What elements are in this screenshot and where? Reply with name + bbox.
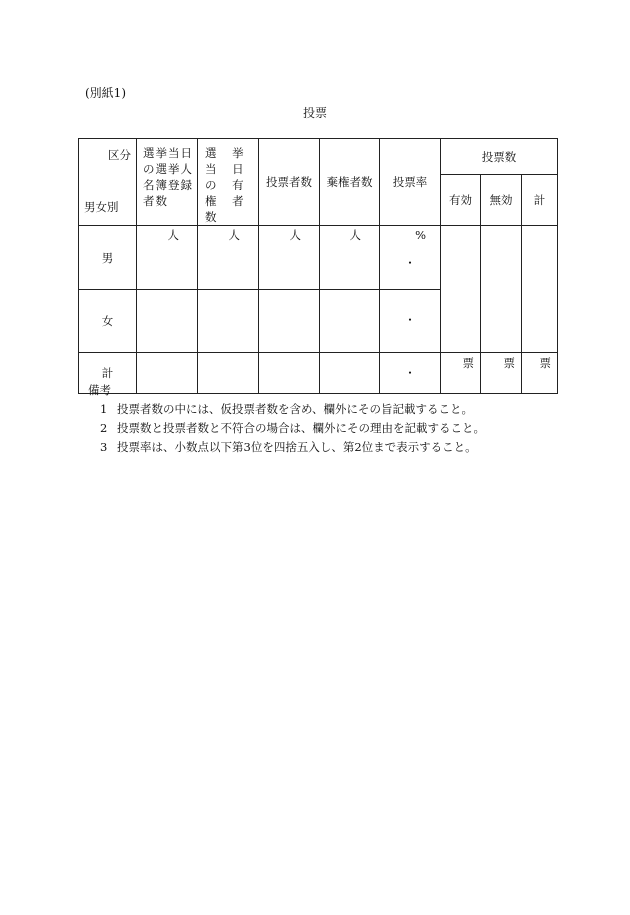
cell-eligible: [198, 226, 259, 290]
header-valid: 有効: [441, 175, 481, 226]
note-text: 投票率は、小数点以下第3位を四捨五入し、第2位まで表示すること。: [117, 440, 477, 454]
unit-person: 人: [349, 228, 361, 242]
unit-votes: 票: [462, 356, 474, 370]
table-row-male: [79, 226, 558, 290]
note-number: 3: [100, 440, 108, 454]
corner-label-category: 区分: [108, 148, 131, 162]
header-votes-total: 計: [522, 175, 558, 226]
note-item: [88, 400, 485, 419]
header-votes: 投票数: [441, 139, 558, 175]
note-item: [88, 438, 485, 457]
cell-abstainers: [320, 226, 380, 290]
header-abstainers: 棄権者数: [320, 139, 380, 226]
page-title: 投票: [302, 106, 327, 120]
voting-table: [78, 138, 558, 394]
cell-votes-total: [522, 353, 558, 394]
unit-votes: 票: [539, 356, 551, 370]
header-invalid: 無効: [481, 175, 522, 226]
cell-votes-total: [522, 226, 558, 353]
header-turnout: 投票率: [380, 139, 441, 226]
decimal-point: ・: [404, 256, 416, 270]
notes-heading: 備考: [88, 383, 111, 397]
cell-eligible: [198, 290, 259, 353]
note-text: 投票数と投票者数と不符合の場合は、欄外にその理由を記載すること。: [117, 421, 485, 435]
cell-abstainers: [320, 290, 380, 353]
unit-percent: %: [415, 228, 426, 242]
row-label-female: 女: [79, 290, 137, 353]
unit-person: 人: [167, 228, 179, 242]
cell-valid: [441, 226, 481, 353]
note-item: [88, 419, 485, 438]
corner-header-cell: [79, 139, 137, 226]
note-text: 投票者数の中には、仮投票者数を含め、欄外にその旨記載すること。: [117, 402, 474, 416]
cell-registered: [137, 226, 198, 290]
unit-person: 人: [228, 228, 240, 242]
cell-registered: [137, 290, 198, 353]
cell-turnout: [380, 226, 441, 290]
header-eligible: 選 挙 当 日 の 有 権 者 数: [198, 139, 259, 226]
cell-turnout: [380, 290, 441, 353]
corner-label-gender: 男女別: [84, 200, 119, 214]
decimal-point: ・: [404, 366, 416, 380]
unit-votes: 票: [503, 356, 515, 370]
row-label-total: 計: [79, 353, 137, 394]
notes-section: [88, 381, 485, 457]
note-number: 2: [100, 421, 108, 435]
header-registered: 選挙当日の選挙人名簿登録者数: [137, 139, 198, 226]
decimal-point: ・: [404, 313, 416, 327]
note-number: 1: [100, 402, 108, 416]
cell-invalid: [481, 226, 522, 353]
cell-invalid: [481, 353, 522, 394]
cell-voters: [259, 290, 320, 353]
unit-person: 人: [289, 228, 301, 242]
header-voters: 投票者数: [259, 139, 320, 226]
row-label-male: 男: [79, 226, 137, 290]
annex-label: (別紙1): [85, 86, 126, 100]
cell-voters: [259, 226, 320, 290]
